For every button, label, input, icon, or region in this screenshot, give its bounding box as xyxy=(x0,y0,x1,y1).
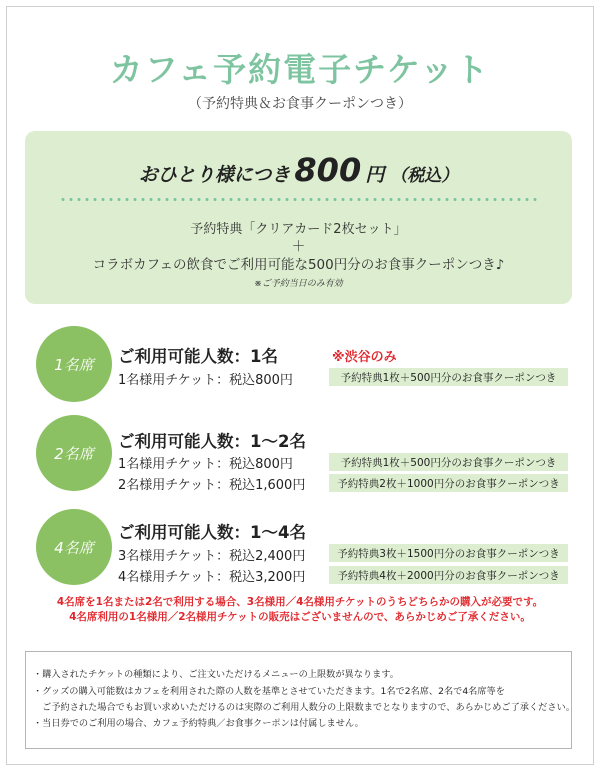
ticket-name: 2名様用チケット：税込1,600円 xyxy=(118,478,306,493)
page-title: カフェ予約電子チケット xyxy=(109,50,491,89)
ticket-name: 3名様用チケット：税込2,400円 xyxy=(118,549,306,564)
page-subtitle: （予約特典＆お食事クーポンつき） xyxy=(188,96,412,112)
price-panel xyxy=(25,131,572,304)
price-tax: （税込） xyxy=(390,166,459,186)
seat-warning-line-1: 4名席を1名または2名で利用する場合、3名様用／4名様用チケットのうちどちらかの購入が必要です。 xyxy=(56,596,544,608)
seat-circle-1: 1名席 xyxy=(36,326,112,402)
ticket-benefit-badge: 予約特典2枚＋1000円分のお食事クーポンつき xyxy=(329,474,568,492)
benefit-line-2: コラボカフェの飲食でご利用可能な500円分のお食事クーポンつき♪ xyxy=(92,257,505,273)
note-item: ・購入されたチケットの種類により、ご注文いただけるメニューの上限数が異なります。 xyxy=(33,669,399,680)
ticket-name: 4名様用チケット：税込3,200円 xyxy=(118,570,306,585)
note-item: ・グッズの購入可能数はカフェを利用された際の人数を基準とさせていただきます。1名で2名席、2名で4名席等を xyxy=(33,686,505,697)
ticket-benefit-badge: 予約特典1枚＋500円分のお食事クーポンつき xyxy=(329,453,568,471)
dotted-divider xyxy=(59,198,539,201)
price-amount: 800 xyxy=(294,151,362,189)
seat-capacity: ご利用可能人数：1〜2名 xyxy=(118,432,306,451)
notes-box xyxy=(25,651,575,749)
seat-warning-line-2: 4名席利用の1名様用／2名様用チケットの販売はございませんので、あらかじめご了承ください。 xyxy=(69,611,531,623)
benefit-line-1: 予約特典「クリアカード2枚セット」 xyxy=(190,222,407,237)
ticket-benefit-badge: 予約特典4枚＋2000円分のお食事クーポンつき xyxy=(329,566,568,584)
benefit-plus: ＋ xyxy=(291,239,306,255)
seat-circle-4: 4名席 xyxy=(36,509,112,585)
note-item: ・当日券でのご利用の場合、カフェ予約特典／お食事クーポンは付属しません。 xyxy=(33,718,364,729)
note-item: ご予約された場合でもお買い求めいただけるのは実際のご利用人数分の上限数までとなりますので、あらかじめご了承ください。 xyxy=(33,702,575,713)
benefit-note: ※ご予約当日のみ有効 xyxy=(254,279,343,289)
ticket-name: 1名様用チケット：税込800円 xyxy=(118,373,293,388)
price-line xyxy=(25,151,572,189)
shibuya-only-note: ※渋谷のみ xyxy=(332,350,397,365)
ticket-benefit-badge: 予約特典1枚＋500円分のお食事クーポンつき xyxy=(329,368,568,386)
price-prefix: おひとり様につき xyxy=(138,164,291,186)
seat-circle-2: 2名席 xyxy=(36,415,112,491)
ticket-benefit-badge: 予約特典3枚＋1500円分のお食事クーポンつき xyxy=(329,544,568,562)
seat-capacity: ご利用可能人数：1〜4名 xyxy=(118,523,306,542)
seat-capacity: ご利用可能人数：1名 xyxy=(118,347,278,366)
price-currency: 円 xyxy=(365,164,385,186)
ticket-name: 1名様用チケット：税込800円 xyxy=(118,457,293,472)
